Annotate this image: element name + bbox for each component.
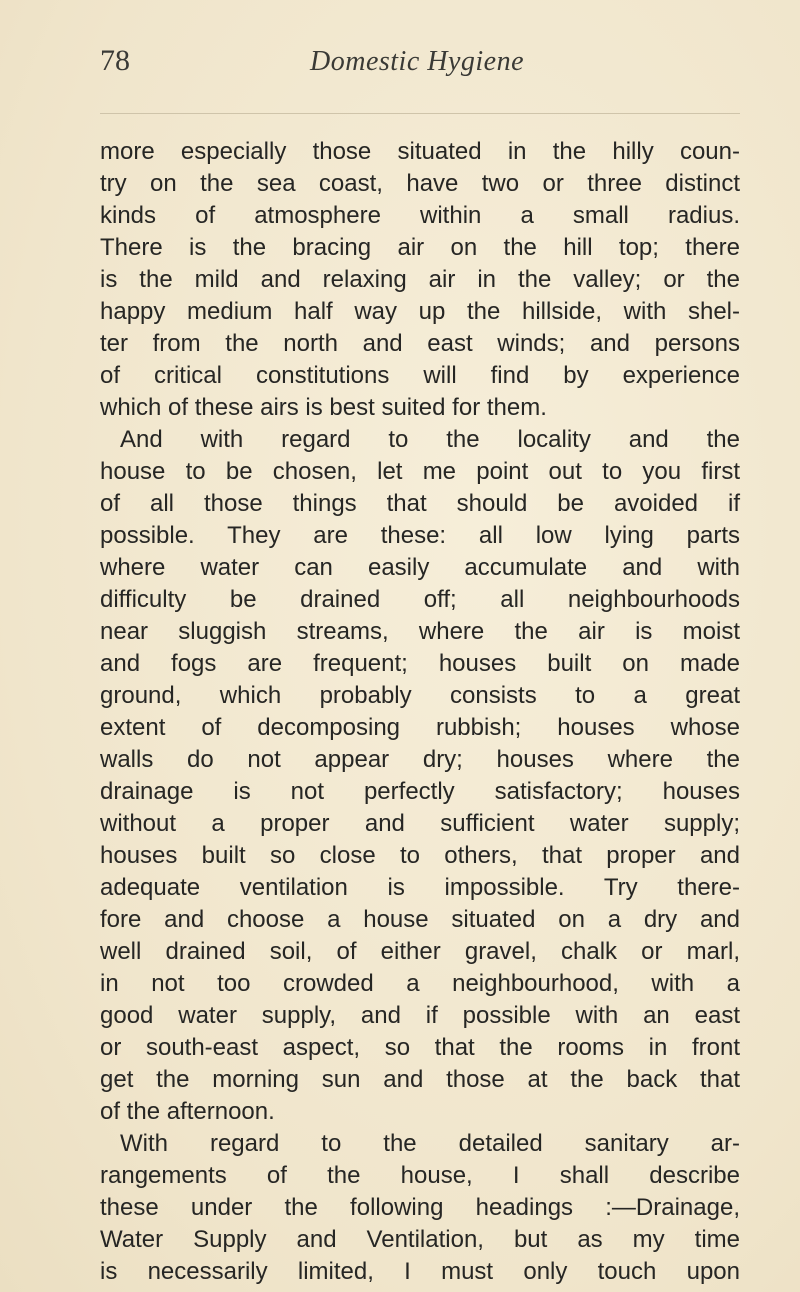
header-rule	[100, 113, 740, 114]
text-line: of all those things that should be avoided if	[100, 490, 740, 517]
text-line: ter from the north and east winds; and persons	[100, 330, 740, 357]
text-line: kinds of atmosphere within a small radius.	[100, 202, 740, 229]
text-line: There is the bracing air on the hill top; there	[100, 234, 740, 261]
text-line: well drained soil, of either gravel, chalk or marl,	[100, 938, 740, 965]
text-line: walls do not appear dry; houses where the	[100, 746, 740, 773]
text-line: is necessarily limited, I must only touch upon	[100, 1258, 740, 1285]
text-line: these under the following headings :—Drainage,	[100, 1194, 740, 1221]
text-line: and fogs are frequent; houses built on made	[100, 650, 740, 677]
text-line: where water can easily accumulate and with	[100, 554, 740, 581]
text-line: which of these airs is best suited for them.	[100, 394, 547, 421]
text-line: ground, which probably consists to a great	[100, 682, 740, 709]
text-line: extent of decomposing rubbish; houses whose	[100, 714, 740, 741]
page-number: 78	[100, 44, 130, 77]
running-title: Domestic Hygiene	[310, 46, 525, 77]
text-line: more especially those situated in the hilly coun-	[100, 138, 740, 165]
text-line: in not too crowded a neighbourhood, with a	[100, 970, 740, 997]
text-line: of the afternoon.	[100, 1098, 275, 1125]
text-line: house to be chosen, let me point out to you first	[100, 458, 740, 485]
text-line: difficulty be drained off; all neighbourhoods	[100, 586, 740, 613]
text-line: rangements of the house, I shall describe	[100, 1162, 740, 1189]
text-line: near sluggish streams, where the air is moist	[100, 618, 740, 645]
text-line: try on the sea coast, have two or three distinct	[100, 170, 740, 197]
running-head	[100, 44, 740, 94]
text-line: houses built so close to others, that proper and	[100, 842, 740, 869]
text-line: possible. They are these: all low lying parts	[100, 522, 740, 549]
paragraph-start-line: With regard to the detailed sanitary ar-	[120, 1130, 740, 1157]
text-line: get the morning sun and those at the back that	[100, 1066, 740, 1093]
text-line: of critical constitutions will find by experience	[100, 362, 740, 389]
text-line: drainage is not perfectly satisfactory; houses	[100, 778, 740, 805]
text-line: happy medium half way up the hillside, with shel-	[100, 298, 740, 325]
text-line: good water supply, and if possible with an east	[100, 1002, 740, 1029]
text-line: or south-east aspect, so that the rooms in front	[100, 1034, 740, 1061]
text-line: Water Supply and Ventilation, but as my time	[100, 1226, 740, 1253]
text-line: adequate ventilation is impossible. Try there-	[100, 874, 740, 901]
body-text	[100, 136, 740, 1288]
text-line: fore and choose a house situated on a dry and	[100, 906, 740, 933]
text-line: without a proper and sufficient water supply;	[100, 810, 740, 837]
text-line: is the mild and relaxing air in the valley; or the	[100, 266, 740, 293]
paragraph-start-line: And with regard to the locality and the	[120, 426, 740, 453]
